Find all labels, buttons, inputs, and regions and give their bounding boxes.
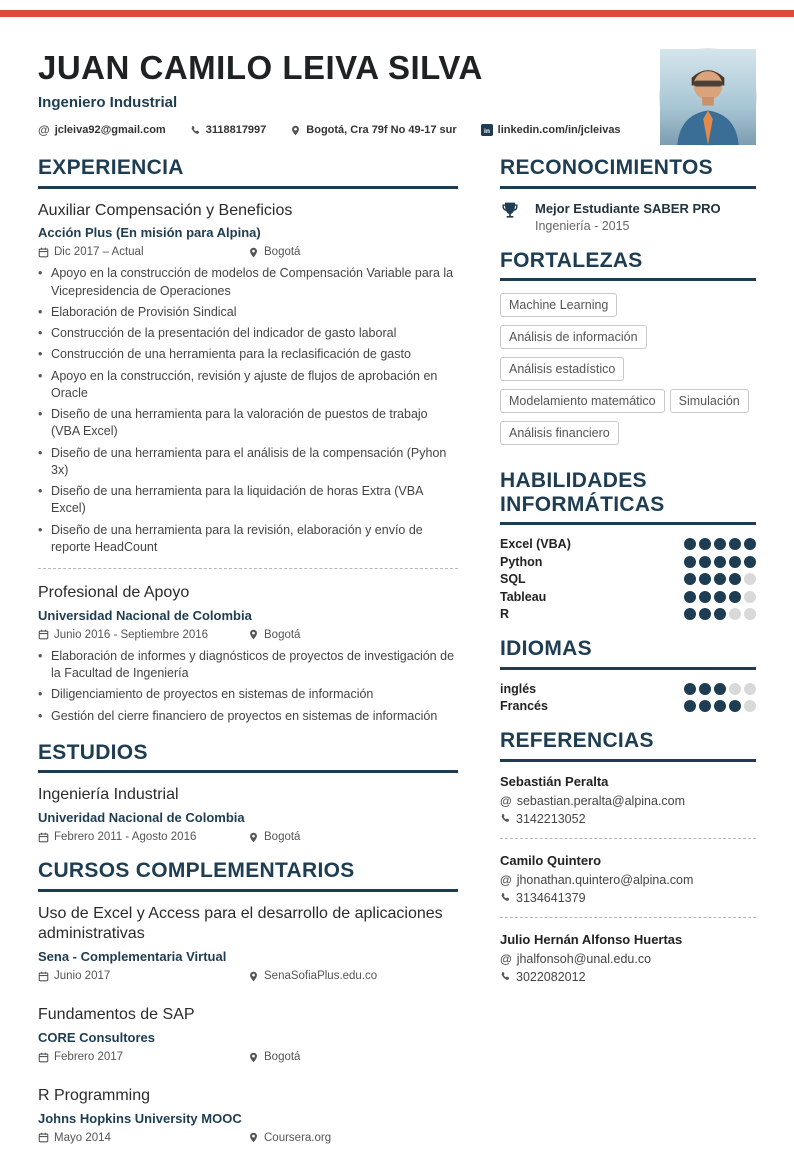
section-habilidades [500,469,756,621]
resume-header [38,49,756,136]
section-title-experiencia: EXPERIENCIA [38,156,458,189]
calendar-icon [38,832,49,843]
section-title-idiomas: IDIOMAS [500,637,756,670]
section-experiencia [38,156,458,725]
person-title: Ingeniero Industrial [38,94,178,111]
entry-date: Junio 2016 - Septiembre 2016 [38,629,248,641]
entry-title: Ingeniería Industrial [38,786,179,804]
level-dot [729,556,741,568]
skill-name: R [500,607,510,622]
level-dot [699,683,711,695]
pin-icon [290,125,301,136]
skill-row [500,572,756,586]
entry-date: Dic 2017 – Actual [38,246,248,258]
entry-location: Bogotá [248,246,300,258]
language-row [500,682,756,696]
level-dot [684,608,696,620]
entry-location: Bogotá [248,831,300,843]
entry-meta [38,831,458,843]
skill-level [684,573,756,585]
bullet-item: • Elaboración de Provisión Sindical [38,304,458,321]
calendar-icon [38,1052,49,1063]
level-dot [699,608,711,620]
calendar-icon [38,971,49,982]
entry-organization: Universidad Nacional de Colombia [38,607,252,623]
experience-entry [38,583,458,725]
education-entry [38,785,458,843]
education-entries [38,785,458,843]
reference-email[interactable]: @ jhalfonsoh@unal.edu.co [500,951,652,966]
resume-page [0,10,794,1144]
entry-meta [38,970,458,982]
entry-title: Uso de Excel y Access para el desarrollo de aplicaciones administrativas [38,904,443,943]
entry-title: Auxiliar Compensación y Beneficios [38,201,293,219]
level-dot [744,683,756,695]
phone-icon [500,971,511,982]
trophy-icon [500,201,520,221]
course-entry [38,1005,458,1063]
strength-tag: Simulación [670,389,749,413]
skill-level [684,556,756,568]
section-estudios [38,741,458,843]
calendar-icon [38,247,49,258]
reference-divider [500,838,756,839]
entry-date: Febrero 2017 [38,1051,248,1063]
contact-item-linkedin[interactable] [481,124,621,136]
strength-tag: Machine Learning [500,293,617,317]
skill-list [500,537,756,621]
experience-entries [38,201,458,725]
phone-icon [500,813,511,824]
level-dot [714,573,726,585]
level-dot [729,591,741,603]
entry-meta [38,1132,458,1144]
level-dot [699,591,711,603]
section-title-reconocimientos: RECONOCIMIENTOS [500,156,756,189]
course-entry [38,904,458,983]
bullet-item: • Diseño de una herramienta para la liquidación de horas Extra (VBA Excel) [38,483,458,518]
phone-icon [500,892,511,903]
language-name: inglés [500,681,537,696]
pin-icon [248,247,259,258]
reference-entry [500,853,756,905]
level-dot [714,538,726,550]
bullet-list [38,648,458,725]
level-dot [729,700,741,712]
contact-item-pin[interactable] [290,124,456,136]
reference-name: Camilo Quintero [500,852,602,868]
entry-meta [38,1051,458,1063]
strength-tag: Análisis financiero [500,421,619,445]
bullet-item: • Construcción de una herramienta para la reclasificación de gasto [38,346,458,363]
entry-divider [38,568,458,569]
bullet-item: • Diligenciamiento de proyectos en sistemas de información [38,686,458,703]
entry-title: R Programming [38,1087,151,1105]
entry-location: Bogotá [248,1051,300,1063]
reference-entry [500,774,756,826]
reference-name: Sebastián Peralta [500,773,609,789]
language-name: Francés [500,699,548,714]
section-title-estudios: ESTUDIOS [38,741,458,774]
strength-tag: Modelamiento matemático [500,389,665,413]
accent-top-bar [0,10,794,17]
level-dot [684,700,696,712]
skill-name: Excel (VBA) [500,537,571,552]
level-dot [684,573,696,585]
linkedin-icon [481,124,493,136]
reference-divider [500,917,756,918]
calendar-icon [38,629,49,640]
level-dot [699,573,711,585]
pin-icon [248,629,259,640]
contact-text: linkedin.com/in/jcleivas [497,124,621,136]
level-dot [714,556,726,568]
at-icon: @ [500,872,512,887]
bullet-item: • Elaboración de informes y diagnósticos de proyectos de investigación de la Facultad de Ingeniería [38,648,458,683]
bullet-item: • Construcción de la presentación del indicador de gasto laboral [38,325,458,342]
pin-icon [248,971,259,982]
profile-photo [660,49,756,145]
entry-date: Mayo 2014 [38,1132,248,1144]
pin-icon [248,1132,259,1143]
contact-item-phone[interactable] [190,124,267,136]
section-title-habilidades: HABILIDADES INFORMÁTICAS [500,469,756,525]
entry-location: Bogotá [248,629,300,641]
skill-row [500,537,756,551]
contact-text: 3118817997 [205,124,267,136]
skill-level [684,608,756,620]
entry-title: Profesional de Apoyo [38,584,190,602]
bullet-item: • Diseño de una herramienta para el análisis de la compensación (Pyhon 3x) [38,445,458,480]
language-level [684,700,756,712]
level-dot [729,573,741,585]
contact-row [38,124,636,136]
bullet-list [38,265,458,556]
level-dot [684,556,696,568]
left-column [38,156,458,1160]
person-name: JUAN CAMILO LEIVA SILVA [38,49,483,86]
skill-name: Tableau [500,589,547,604]
section-title-referencias: REFERENCIAS [500,729,756,762]
pin-icon [248,1052,259,1063]
strength-tag: Análisis estadístico [500,357,624,381]
entry-organization: Sena - Complementaria Virtual [38,949,227,965]
language-row [500,699,756,713]
skill-row [500,555,756,569]
at-icon: @ [38,123,50,137]
entry-meta [38,629,458,641]
level-dot [699,556,711,568]
reference-entry [500,932,756,984]
experience-entry [38,201,458,557]
reference-email[interactable]: @ jhonathan.quintero@alpina.com [500,872,694,887]
section-title-fortalezas: FORTALEZAS [500,249,756,282]
reference-phone[interactable]: 3022082012 [500,970,756,984]
entry-location: SenaSofiaPlus.edu.co [248,970,377,982]
pin-icon [248,832,259,843]
entry-title: Fundamentos de SAP [38,1006,195,1024]
language-list [500,682,756,714]
entry-organization: Johns Hopkins University MOOC [38,1110,242,1126]
level-dot [729,538,741,550]
at-icon: @ [500,951,512,966]
entry-meta [38,246,458,258]
skill-name: SQL [500,572,526,587]
level-dot [744,573,756,585]
entry-date: Junio 2017 [38,970,248,982]
level-dot [714,700,726,712]
level-dot [699,538,711,550]
level-dot [744,700,756,712]
resume-columns [38,156,756,1160]
contact-text: Bogotá, Cra 79f No 49-17 sur [306,124,457,136]
strength-tags [500,293,756,453]
level-dot [684,591,696,603]
contact-text: jcleiva92@gmail.com [54,124,166,136]
level-dot [744,556,756,568]
bullet-item: • Apoyo en la construcción, revisión y ajuste de flujos de aprobación en Oracle [38,368,458,403]
entry-date: Febrero 2011 - Agosto 2016 [38,831,248,843]
level-dot [684,683,696,695]
section-referencias [500,729,756,984]
phone-icon [190,125,201,136]
reference-email[interactable]: @ sebastian.peralta@alpina.com [500,793,686,808]
reference-phone[interactable]: 3142213052 [500,812,756,826]
level-dot [699,700,711,712]
right-column [500,156,756,1160]
level-dot [744,608,756,620]
at-icon: @ [500,793,512,808]
level-dot [744,591,756,603]
award-list [500,201,756,233]
section-reconocimientos [500,156,756,233]
skill-level [684,591,756,603]
skill-level [684,538,756,550]
section-idiomas [500,637,756,713]
skill-row [500,607,756,621]
contact-item-at[interactable] [38,124,166,136]
level-dot [714,683,726,695]
bullet-item: • Diseño de una herramienta para la valoración de puestos de trabajo (VBA Excel) [38,406,458,441]
bullet-item: • Apoyo en la construcción de modelos de Compensación Variable para la Vicepresidencia de Operaciones [38,265,458,300]
award-item [500,201,756,233]
award-title: Mejor Estudiante SABER PRO [535,200,721,216]
level-dot [684,538,696,550]
bullet-item: • Diseño de una herramienta para la revisión, elaboración y envío de reporte HeadCount [38,522,458,557]
entry-organization: Acción Plus (En misión para Alpina) [38,225,261,241]
level-dot [744,538,756,550]
level-dot [714,608,726,620]
strength-tag: Análisis de información [500,325,647,349]
language-level [684,683,756,695]
level-dot [729,608,741,620]
reference-phone[interactable]: 3134641379 [500,891,756,905]
entry-organization: Univeridad Nacional de Colombia [38,810,245,826]
reference-list [500,774,756,984]
award-subtitle: Ingeniería - 2015 [535,218,630,233]
level-dot [729,683,741,695]
skill-row [500,590,756,604]
course-entries [38,904,458,1144]
skill-name: Python [500,554,543,569]
entry-organization: CORE Consultores [38,1030,156,1046]
reference-name: Julio Hernán Alfonso Huertas [500,931,683,947]
section-cursos [38,859,458,1144]
section-fortalezas [500,249,756,454]
calendar-icon [38,1132,49,1143]
bullet-item: • Gestión del cierre financiero de proyectos en sistemas de información [38,708,458,725]
svg-text:in: in [483,128,490,135]
level-dot [714,591,726,603]
entry-location: Coursera.org [248,1132,331,1144]
section-title-cursos: CURSOS COMPLEMENTARIOS [38,859,458,892]
course-entry [38,1086,458,1144]
